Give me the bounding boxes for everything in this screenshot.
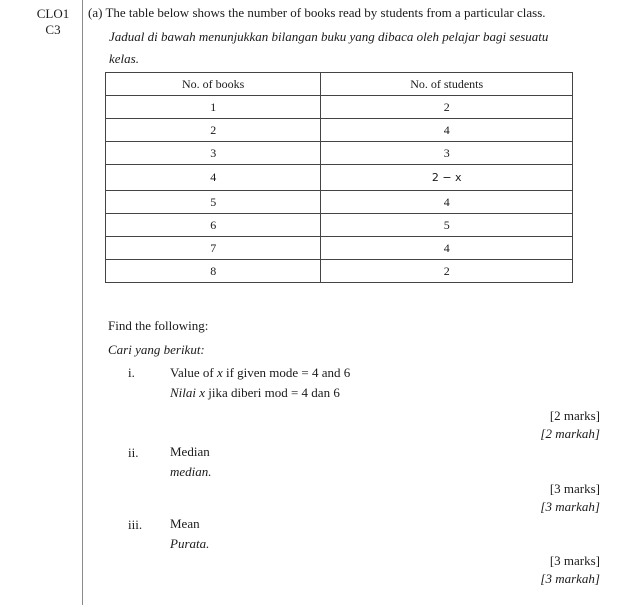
books-cell: 5 <box>106 191 321 214</box>
students-cell: 3 <box>321 142 573 165</box>
books-table <box>105 72 573 283</box>
table-row <box>106 165 573 191</box>
students-cell: 2 <box>321 96 573 119</box>
find-instruction-ms: Cari yang berikut: <box>108 342 205 357</box>
marks-en: [3 marks] <box>549 553 600 568</box>
item-suffix-ms: jika diberi mod = 4 dan 6 <box>208 385 340 400</box>
students-cell: 4 <box>321 191 573 214</box>
table-row <box>106 237 573 260</box>
marks-block <box>540 407 600 443</box>
books-cell: 1 <box>106 96 321 119</box>
cognitive-level: C3 <box>45 22 61 37</box>
item-text-en: Mean <box>170 516 200 531</box>
variable-x-ms: x <box>199 385 206 400</box>
students-cell: 4 <box>321 119 573 142</box>
table-row <box>106 119 573 142</box>
item-text-en <box>170 363 350 383</box>
marks-ms: [2 markah] <box>540 426 600 441</box>
books-cell: 8 <box>106 260 321 283</box>
item-text-ms: median. <box>170 464 212 479</box>
clo-code: CLO1 <box>36 6 70 21</box>
find-instruction-en: Find the following: <box>108 318 209 333</box>
margin-divider <box>82 0 83 605</box>
item-number: i. <box>128 365 135 380</box>
item-text-ms <box>170 383 350 403</box>
question-text-ms <box>109 26 579 70</box>
question-stem-ms-1: Jadual di bawah menunjukkan bilangan buku yang dibaca oleh pelajar bagi sesuatu <box>109 29 549 44</box>
students-cell: 2 <box>321 260 573 283</box>
item-suffix: if given mode = 4 and 6 <box>225 365 351 380</box>
item-number: ii. <box>128 445 139 460</box>
marks-block <box>540 480 600 516</box>
books-cell: 4 <box>106 165 321 191</box>
table-header-row <box>106 73 573 96</box>
students-cell: 2 − x <box>321 165 573 191</box>
outcome-codes <box>30 6 76 38</box>
item-text-en: Median <box>170 444 210 459</box>
item-number: iii. <box>128 517 143 532</box>
books-cell: 2 <box>106 119 321 142</box>
books-cell: 6 <box>106 214 321 237</box>
header-students: No. of students <box>321 73 573 96</box>
marks-ms: [3 markah] <box>540 571 600 586</box>
students-cell: 5 <box>321 214 573 237</box>
header-books: No. of books <box>106 73 321 96</box>
variable-x: x <box>216 365 223 380</box>
item-prefix: Value of <box>170 365 214 380</box>
question-label: (a) <box>88 5 103 20</box>
item-text <box>170 442 212 482</box>
item-text <box>170 363 350 403</box>
item-text <box>170 514 209 554</box>
table-row <box>106 142 573 165</box>
table-row <box>106 214 573 237</box>
marks-en: [3 marks] <box>549 481 600 496</box>
students-cell: 4 <box>321 237 573 260</box>
marks-en: [2 marks] <box>549 408 600 423</box>
question-stem: The table below shows the number of books read by students from a particular class. <box>105 5 546 20</box>
marks-block <box>540 552 600 588</box>
item-prefix-ms: Nilai <box>170 385 197 400</box>
table-row <box>106 191 573 214</box>
table-row <box>106 96 573 119</box>
table-row <box>106 260 573 283</box>
books-cell: 7 <box>106 237 321 260</box>
item-text-ms: Purata. <box>170 536 210 551</box>
marks-ms: [3 markah] <box>540 499 600 514</box>
books-cell: 3 <box>106 142 321 165</box>
question-text-en <box>88 4 546 22</box>
question-stem-ms-2: kelas. <box>109 51 139 66</box>
